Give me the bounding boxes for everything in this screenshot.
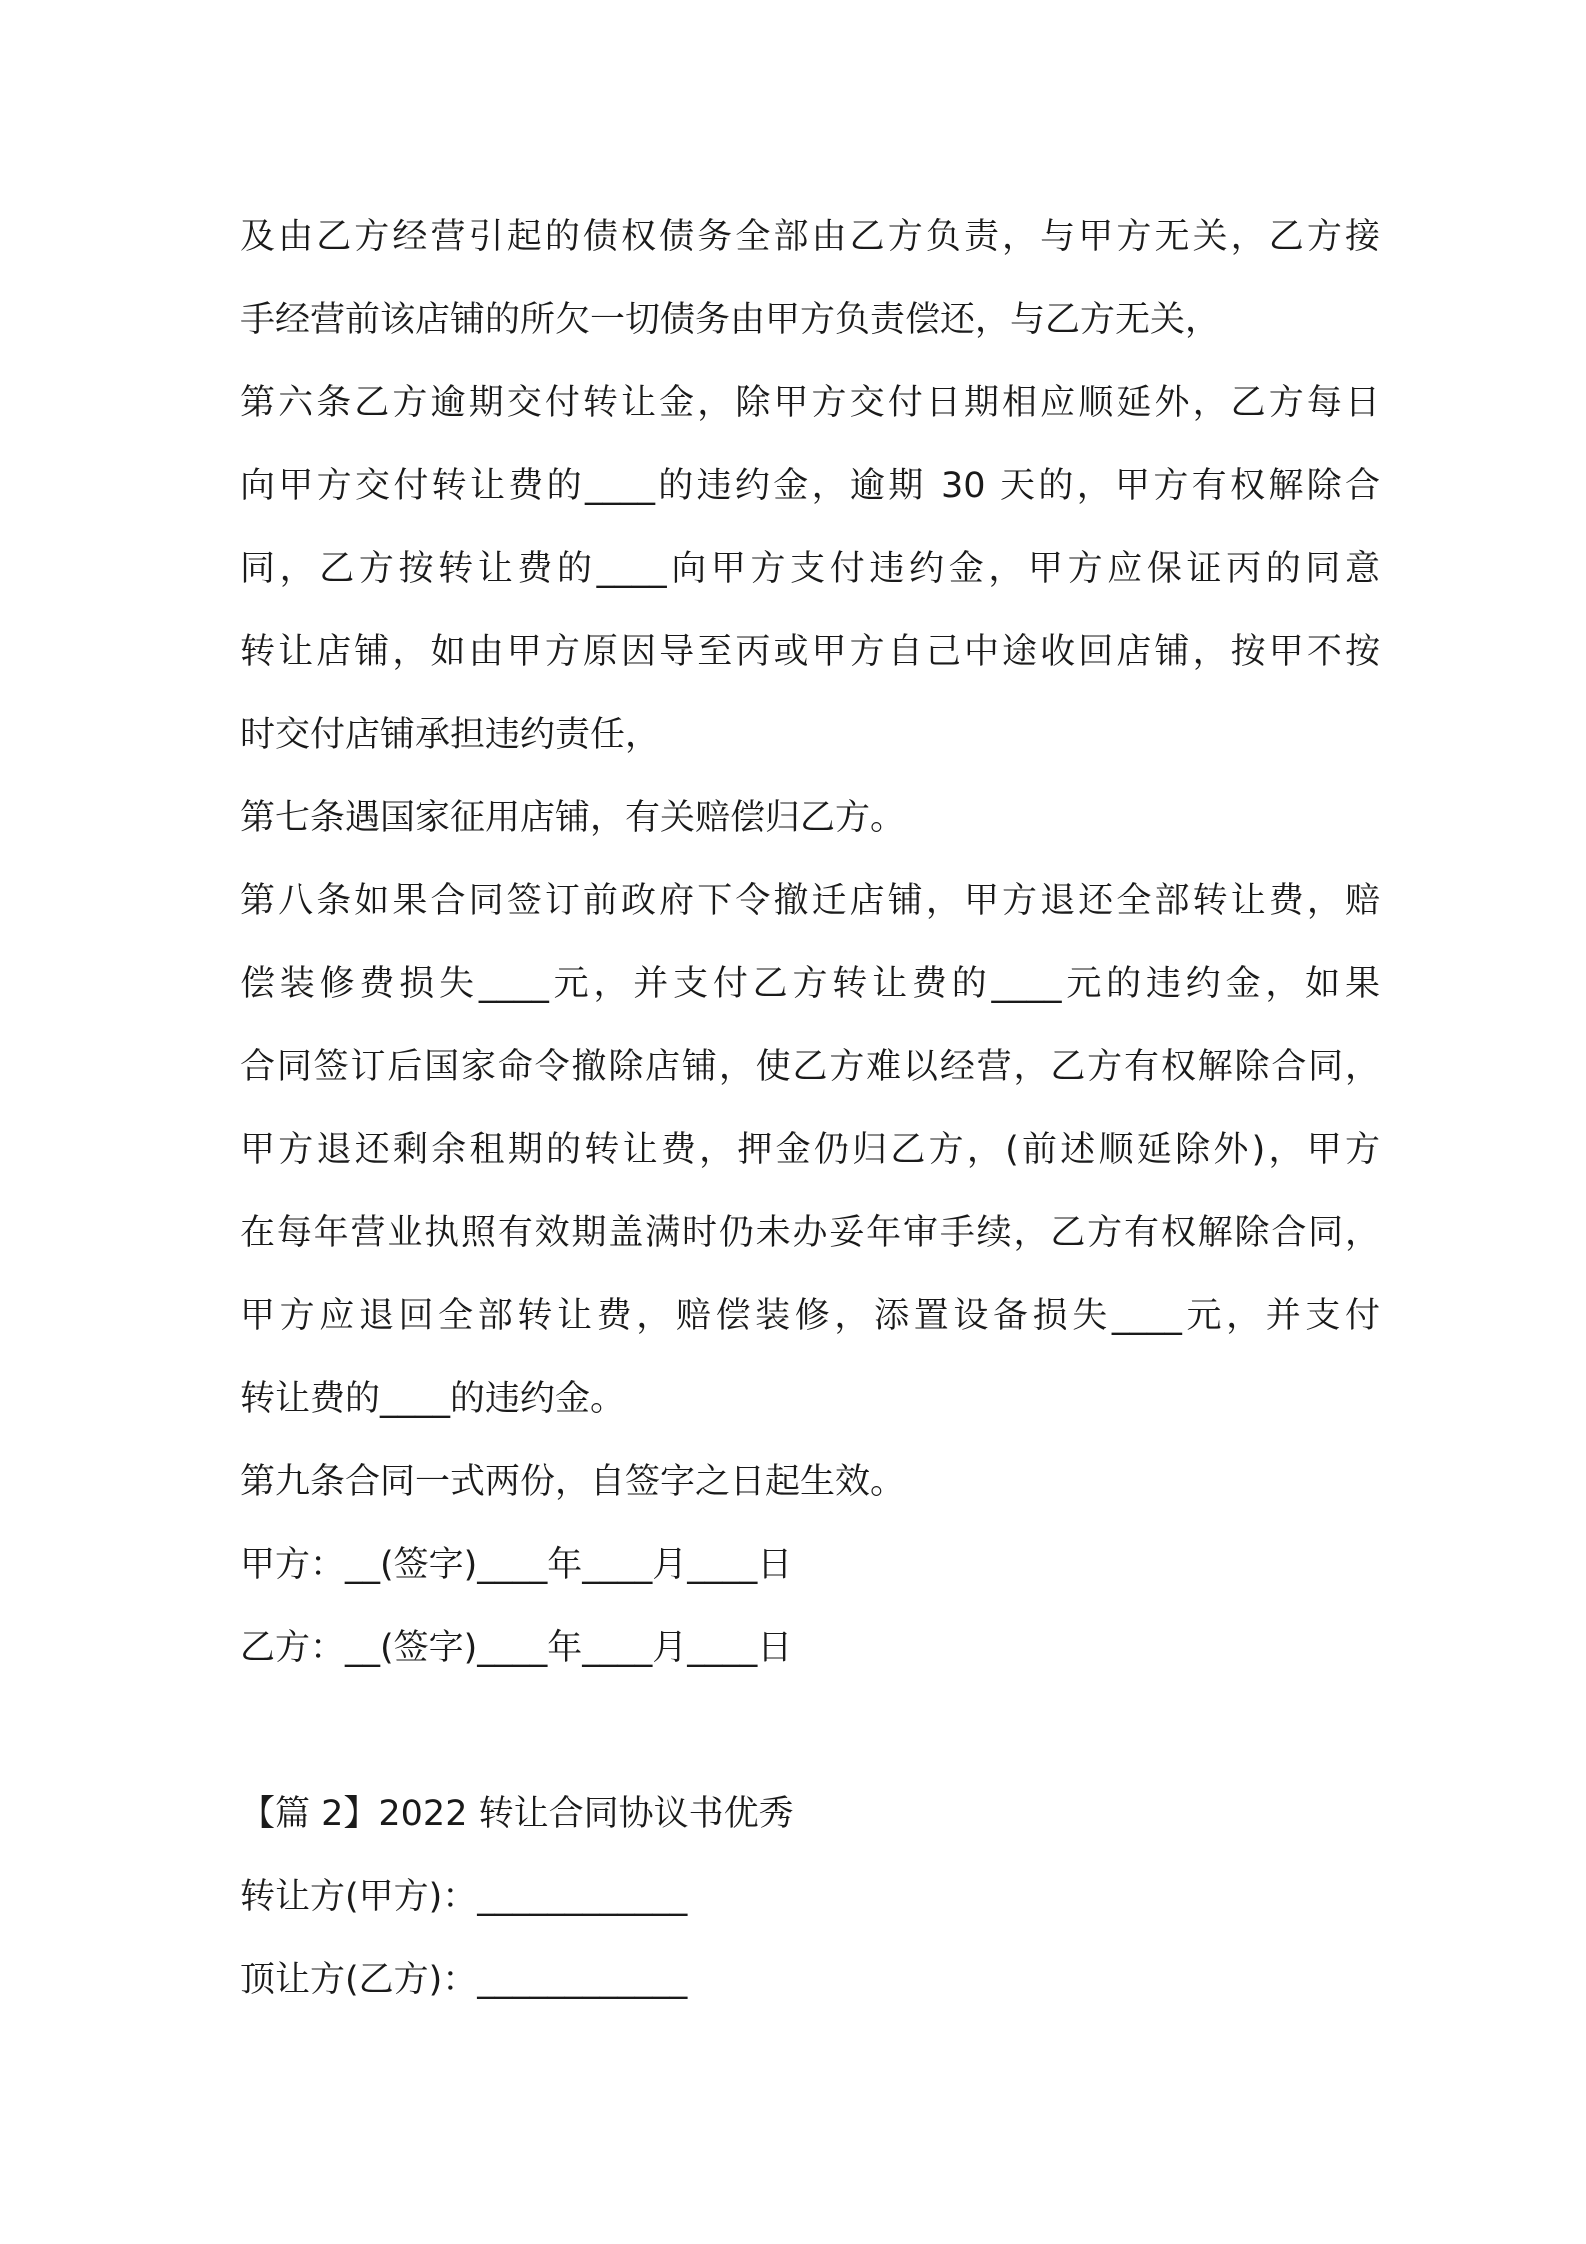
paragraph-line: 转让店铺，如由甲方原因导至丙或甲方自己中途收回店铺，按甲不按 xyxy=(240,632,1380,672)
signature-party-b: 乙方：__(签字)____年____月____日 xyxy=(240,1628,793,1668)
paragraph-line: 甲方应退回全部转让费，赔偿装修，添置设备损失____元，并支付 xyxy=(240,1296,1380,1336)
section-2-heading: 【篇 2】2022 转让合同协议书优秀 xyxy=(240,1794,794,1834)
clause-9-line: 第九条合同一式两份，自签字之日起生效。 xyxy=(240,1462,906,1502)
clause-7-line: 第七条遇国家征用店铺，有关赔偿归乙方。 xyxy=(240,798,906,838)
clause-8-line: 第八条如果合同签订前政府下令撤迁店铺，甲方退还全部转让费，赔 xyxy=(240,881,1380,921)
document-body xyxy=(240,196,1380,2022)
paragraph-line: 合同签订后国家命令撤除店铺，使乙方难以经营，乙方有权解除合同， xyxy=(240,1047,1380,1087)
paragraph-line: 向甲方交付转让费的____的违约金，逾期 30 天的，甲方有权解除合 xyxy=(240,466,1380,506)
signature-party-a: 甲方：__(签字)____年____月____日 xyxy=(240,1545,793,1585)
transferor-line: 转让方(甲方)：____________ xyxy=(240,1877,688,1917)
paragraph-line: 及由乙方经营引起的债权债务全部由乙方负责，与甲方无关，乙方接 xyxy=(240,217,1380,257)
clause-6-line: 第六条乙方逾期交付转让金，除甲方交付日期相应顺延外，乙方每日 xyxy=(240,383,1380,423)
paragraph-line: 转让费的____的违约金。 xyxy=(240,1379,626,1419)
paragraph-line: 时交付店铺承担违约责任， xyxy=(240,715,661,755)
transferee-line: 顶让方(乙方)：____________ xyxy=(240,1960,688,2000)
paragraph-line: 偿装修费损失____元，并支付乙方转让费的____元的违约金，如果 xyxy=(240,964,1380,1004)
paragraph-line: 手经营前该店铺的所欠一切债务由甲方负责偿还，与乙方无关， xyxy=(240,300,1221,340)
paragraph-line: 同，乙方按转让费的____向甲方支付违约金，甲方应保证丙的同意 xyxy=(240,549,1380,589)
section-gap xyxy=(240,1690,1380,1773)
paragraph-line: 在每年营业执照有效期盖满时仍未办妥年审手续，乙方有权解除合同， xyxy=(240,1213,1380,1253)
paragraph-line: 甲方退还剩余租期的转让费，押金仍归乙方，(前述顺延除外)，甲方 xyxy=(240,1130,1380,1170)
